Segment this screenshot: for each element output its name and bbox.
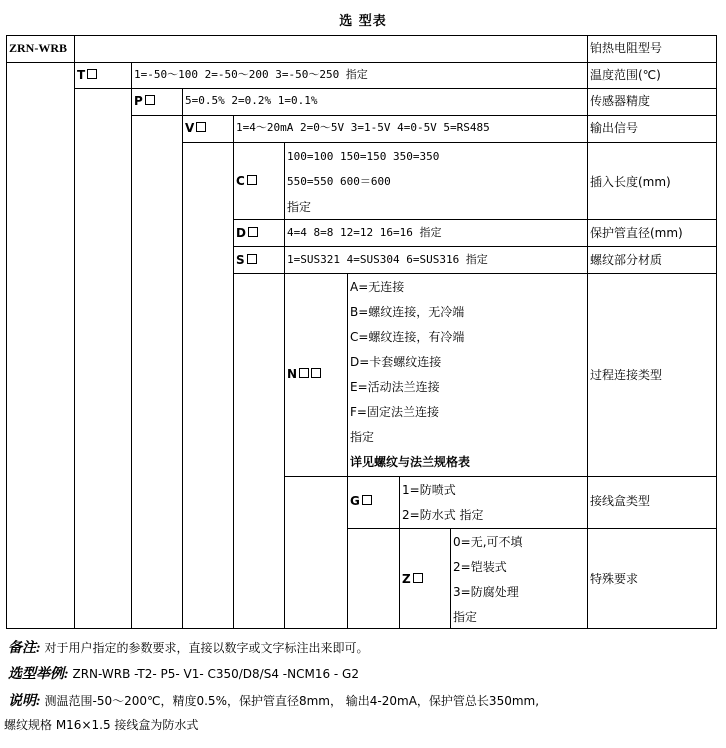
list-item: F=固定法兰连接	[350, 405, 439, 419]
label-n: 过程连接类型	[590, 368, 663, 382]
list-item: D=卡套螺纹连接	[350, 355, 442, 369]
label-p: 传感器精度	[590, 94, 651, 108]
desc-c-1: 100=100 150=150 350=350	[287, 150, 440, 163]
code-d: D	[236, 226, 258, 240]
example-note	[8, 663, 359, 683]
code-z: Z	[402, 572, 423, 586]
remark-note	[8, 637, 369, 657]
checkbox-icon	[247, 175, 257, 185]
spec-note: 详见螺纹与法兰规格表	[350, 455, 471, 469]
checkbox-icon	[362, 495, 372, 505]
checkbox-icon	[248, 227, 258, 237]
code-s: S	[236, 253, 257, 267]
checkbox-icon	[413, 573, 423, 583]
checkbox-icon	[311, 368, 321, 378]
model-name: ZRN-WRB	[9, 41, 68, 55]
desc-s: 1=SUS321 4=SUS304 6=SUS316 指定	[287, 253, 488, 266]
checkbox-icon	[247, 254, 257, 264]
list-item: 2=防水式 指定	[402, 508, 484, 522]
code-g: G	[350, 494, 372, 508]
checkbox-icon	[299, 368, 309, 378]
explain-note	[8, 690, 539, 710]
desc-c-3: 指定	[287, 200, 312, 214]
checkbox-icon	[87, 69, 97, 79]
list-item: 指定	[350, 430, 375, 444]
desc-c-2: 550=550 600＝600	[287, 175, 391, 188]
explain-label: 说明:	[8, 694, 41, 709]
label-c: 插入长度(mm)	[590, 175, 671, 189]
list-item: 3=防腐处理	[453, 585, 519, 599]
label-s: 螺纹部分材质	[590, 253, 663, 267]
label-d: 保护管直径(mm)	[590, 226, 683, 240]
page-title: 选 型表	[339, 14, 387, 29]
desc-v: 1=4～20mA 2=0～5V 3=1-5V 4=0-5V 5=RS485	[236, 121, 490, 134]
list-item: B=螺纹连接，无冷端	[350, 305, 465, 319]
example-label: 选型举例:	[8, 667, 69, 682]
list-item: A=无连接	[350, 280, 405, 294]
list-item: 0=无,可不填	[453, 535, 523, 549]
explain-text: 测温范围-50～200℃，精度0.5%，保护管直径8mm， 输出4-20mA，保护管总长350mm,	[44, 694, 540, 708]
list-item: 指定	[453, 610, 478, 624]
code-c: C	[236, 174, 257, 188]
label-v: 输出信号	[590, 121, 639, 135]
checkbox-icon	[196, 122, 206, 132]
desc-p: 5=0.5% 2=0.2% 1=0.1%	[185, 94, 318, 107]
code-t: T	[77, 68, 97, 82]
remark-label: 备注:	[8, 641, 41, 656]
list-item: 1=防喷式	[402, 483, 456, 497]
label-t: 温度范围(℃)	[590, 68, 661, 82]
explain-text-2: 螺纹规格 M16×1.5 接线盒为防水式	[4, 718, 199, 732]
list-item: C=螺纹连接，有冷端	[350, 330, 465, 344]
code-v: V	[185, 121, 206, 135]
label-g: 接线盒类型	[590, 494, 651, 508]
code-p: P	[134, 94, 155, 108]
remark-text: 对于用户指定的参数要求，直接以数字或文字标注出来即可。	[44, 641, 369, 655]
checkbox-icon	[145, 95, 155, 105]
list-item: 2=铠装式	[453, 560, 507, 574]
label-z: 特殊要求	[590, 572, 639, 586]
code-n: N	[287, 367, 321, 381]
desc-t: 1=-50～100 2=-50～200 3=-50～250 指定	[134, 68, 368, 81]
example-text: ZRN-WRB -T2- P5- V1- C350/D8/S4 -NCM16 - G2	[72, 667, 359, 681]
header-label: 铂热电阻型号	[590, 41, 663, 55]
desc-d: 4=4 8=8 12=12 16=16 指定	[287, 226, 442, 239]
list-item: E=活动法兰连接	[350, 380, 440, 394]
